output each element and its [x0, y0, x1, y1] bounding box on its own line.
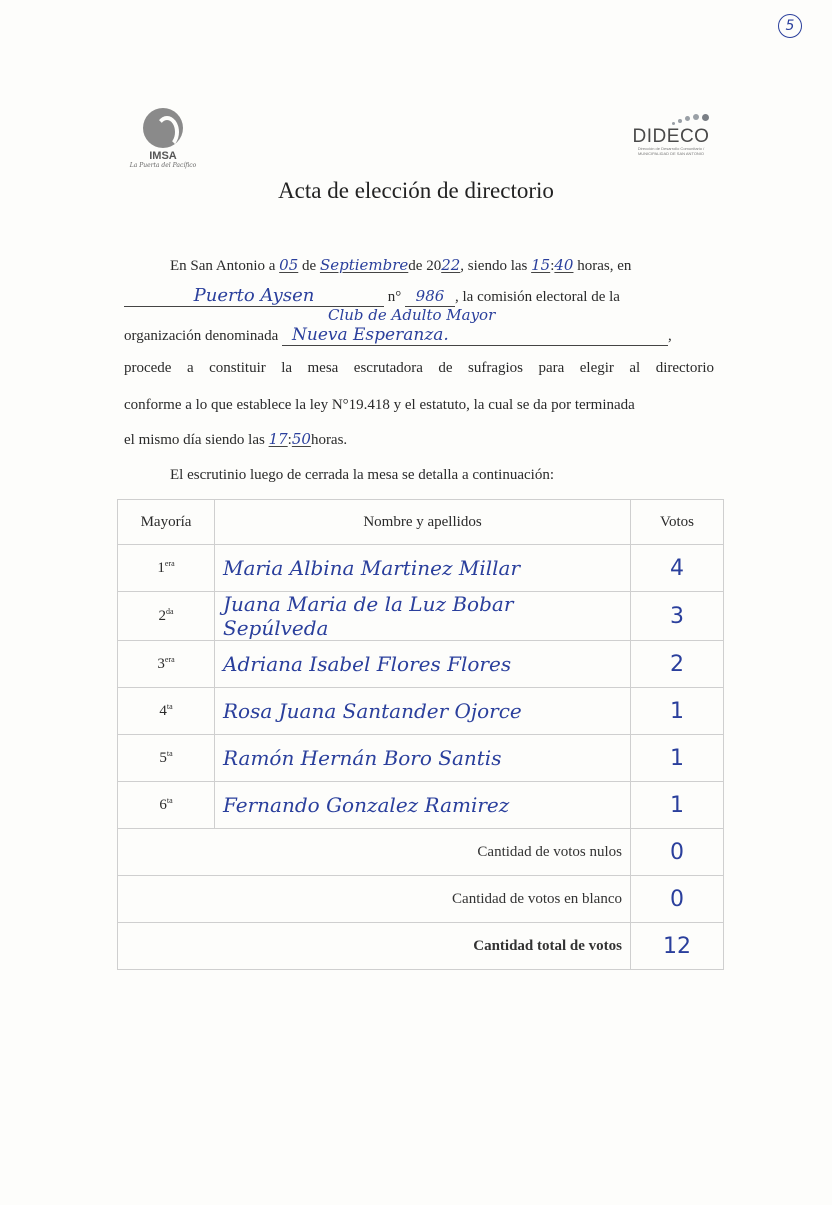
page-number: 5	[778, 14, 802, 38]
blank-votes-row	[118, 876, 724, 923]
vote-count: 3	[631, 592, 724, 641]
vote-count: 2	[631, 641, 724, 688]
imsa-logo-tagline: La Puerta del Pacífico	[129, 162, 197, 169]
org-name-line-1: Club de Adulto Mayor	[328, 306, 496, 324]
vote-count: 1	[631, 782, 724, 829]
header-rank: Mayoría	[118, 500, 215, 545]
rank-cell: $6^{ta}$	[118, 782, 215, 829]
null-votes-value: 0	[631, 829, 724, 876]
table-header-row	[118, 500, 724, 545]
dideco-logo	[628, 110, 714, 170]
imsa-emblem-icon	[143, 108, 183, 148]
blank-votes-label: Cantidad de votos en blanco	[118, 876, 631, 923]
rank-cell: $5^{ta}$	[118, 735, 215, 782]
imsa-logo	[118, 108, 208, 178]
minute-value: 40	[554, 256, 574, 274]
candidate-name: Adriana Isabel Flores Flores	[215, 641, 631, 688]
table-row	[118, 592, 724, 641]
vote-count: 4	[631, 545, 724, 592]
rank-cell: $3^{era}$	[118, 641, 215, 688]
results-table	[117, 499, 724, 970]
dideco-logo-subline: Dirección de Desarrollo Comunitario / MUNICIPALIDAD DE SAN ANTONIO	[637, 146, 705, 156]
blank-votes-value: 0	[631, 876, 724, 923]
intro-line-5: conforme a lo que establece la ley N°19.418 y el estatuto, la cual se da por terminada	[124, 397, 635, 413]
candidate-name: Maria Albina Martinez Millar	[215, 545, 631, 592]
document-title: Acta de elección de directorio	[278, 178, 554, 203]
total-votes-value: 12	[631, 923, 724, 970]
end-hour-value: 17	[268, 430, 288, 448]
vote-count: 1	[631, 735, 724, 782]
candidate-name: Rosa Juana Santander Ojorce	[215, 688, 631, 735]
intro-line-4: procede a constituir la mesa escrutadora de sufragios para elegir al directorio	[124, 360, 714, 376]
table-row	[118, 688, 724, 735]
null-votes-row	[118, 829, 724, 876]
table-row	[118, 782, 724, 829]
total-votes-row	[118, 923, 724, 970]
year-value: 22	[441, 256, 461, 274]
header-votes: Votos	[631, 500, 724, 545]
hour-value: 15	[531, 256, 551, 274]
intro-line-6: el mismo día siendo las 17:50horas.	[124, 430, 348, 448]
candidate-name: Juana Maria de la Luz Bobar Sepúlveda	[215, 592, 631, 641]
imsa-logo-name: IMSA	[149, 150, 177, 162]
intro-line-3: organización denominada Nueva Esperanza. ,	[124, 325, 672, 345]
end-minute-value: 50	[291, 430, 311, 448]
rank-cell: $1^{era}$	[118, 545, 215, 592]
rank-cell: $2^{da}$	[118, 592, 215, 641]
intro-line-1: En San Antonio a 05 de Septiembrede 2022, siendo las 15:40 horas, en	[170, 256, 632, 274]
table-row	[118, 641, 724, 688]
candidate-name: Ramón Hernán Boro Santis	[215, 735, 631, 782]
vote-count: 1	[631, 688, 724, 735]
rank-cell: $4^{ta}$	[118, 688, 215, 735]
table-row	[118, 735, 724, 782]
org-name-line-2: Nueva Esperanza.	[292, 325, 449, 345]
month-value: Septiembre	[319, 256, 409, 274]
intro-line-2: Puerto Aysen n° 986 , la comisión electoral de la	[124, 287, 714, 307]
dideco-dots-icon	[628, 110, 714, 128]
table-row	[118, 545, 724, 592]
header-name: Nombre y apellidos	[215, 500, 631, 545]
intro-line-7: El escrutinio luego de cerrada la mesa se detalla a continuación:	[170, 467, 555, 483]
day-value: 05	[279, 256, 299, 274]
place-value: Puerto Aysen	[193, 285, 315, 306]
number-value: 986	[415, 287, 445, 305]
candidate-name: Fernando Gonzalez Ramirez	[215, 782, 631, 829]
total-votes-label: Cantidad total de votos	[118, 923, 631, 970]
null-votes-label: Cantidad de votos nulos	[118, 829, 631, 876]
dideco-logo-name: DIDECO	[632, 126, 710, 147]
